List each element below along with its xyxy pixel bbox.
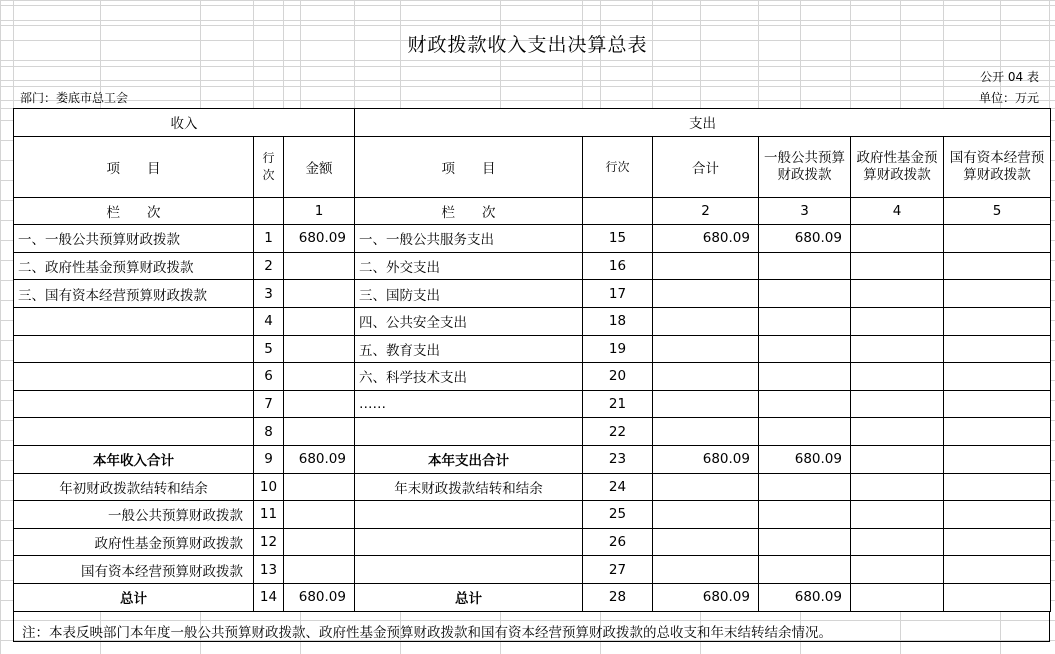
expense-fund-budget [851, 390, 944, 418]
expense-total [653, 390, 759, 418]
table-row [14, 363, 1051, 391]
income-item [14, 390, 254, 418]
income-amount [284, 363, 355, 391]
general-budget-header: 一般公共预算财政拨款 [759, 136, 851, 197]
expense-item: 年末财政拨款结转和结余 [355, 473, 583, 501]
table-row [14, 583, 1051, 611]
table-row [14, 335, 1051, 363]
col-number-5: 5 [944, 197, 1051, 225]
income-amount [284, 501, 355, 529]
income-line-no: 5 [254, 335, 284, 363]
expense-state-capital [944, 335, 1051, 363]
expense-line-no: 26 [583, 528, 653, 556]
expense-fund-budget [851, 528, 944, 556]
income-item: 国有资本经营预算财政拨款 [14, 556, 254, 584]
expense-total [653, 418, 759, 446]
table-row [14, 556, 1051, 584]
income-amount [284, 280, 355, 308]
expense-line-no: 16 [583, 252, 653, 280]
expense-total [653, 501, 759, 529]
expense-general-budget [759, 418, 851, 446]
expense-general-budget [759, 473, 851, 501]
income-amount [284, 556, 355, 584]
note-border-bottom [13, 641, 1050, 642]
income-item: 二、政府性基金预算财政拨款 [14, 252, 254, 280]
income-item [14, 363, 254, 391]
expense-general-budget [759, 556, 851, 584]
income-item [14, 335, 254, 363]
expense-total [653, 473, 759, 501]
expense-state-capital [944, 225, 1051, 253]
income-amount [284, 307, 355, 335]
expense-item: 二、外交支出 [355, 252, 583, 280]
expense-line-no: 18 [583, 307, 653, 335]
income-line-no: 9 [254, 445, 284, 473]
income-header: 收入 [14, 109, 355, 137]
expense-line-no: 23 [583, 445, 653, 473]
expense-line-no: 22 [583, 418, 653, 446]
section-header-row [14, 109, 1051, 137]
expense-item [355, 501, 583, 529]
expense-item: 五、教育支出 [355, 335, 583, 363]
fund-budget-header: 政府性基金预算财政拨款 [851, 136, 944, 197]
expense-fund-budget [851, 252, 944, 280]
expense-fund-budget [851, 445, 944, 473]
expense-item: 本年支出合计 [355, 445, 583, 473]
amount-header: 金额 [284, 136, 355, 197]
table-row [14, 445, 1051, 473]
expense-item: …… [355, 390, 583, 418]
note-border-right [1049, 611, 1050, 641]
expense-total: 680.09 [653, 583, 759, 611]
item-header-right: 项 目 [355, 136, 583, 197]
expense-state-capital [944, 528, 1051, 556]
income-amount [284, 528, 355, 556]
expense-total: 680.09 [653, 225, 759, 253]
empty-cell [583, 197, 653, 225]
col-number-2: 2 [653, 197, 759, 225]
sheet-number: 公开 04 表 [980, 70, 1039, 84]
department-label: 部门：娄底市总工会 [20, 91, 129, 105]
total-header: 合计 [653, 136, 759, 197]
income-amount [284, 252, 355, 280]
expense-state-capital [944, 473, 1051, 501]
income-line-no: 2 [254, 252, 284, 280]
empty-cell [254, 197, 284, 225]
expense-item [355, 418, 583, 446]
table-row [14, 225, 1051, 253]
table-row [14, 418, 1051, 446]
expense-item: 四、公共安全支出 [355, 307, 583, 335]
table-row [14, 252, 1051, 280]
expense-item: 六、科学技术支出 [355, 363, 583, 391]
expense-line-no: 28 [583, 583, 653, 611]
item-header-left: 项 目 [14, 136, 254, 197]
expense-total [653, 363, 759, 391]
note-border-left [13, 611, 14, 641]
expense-general-budget [759, 252, 851, 280]
income-item [14, 418, 254, 446]
expense-general-budget [759, 335, 851, 363]
income-amount: 680.09 [284, 583, 355, 611]
expense-state-capital [944, 501, 1051, 529]
expense-general-budget: 680.09 [759, 225, 851, 253]
expense-line-no: 19 [583, 335, 653, 363]
expense-total [653, 528, 759, 556]
income-line-no: 8 [254, 418, 284, 446]
income-item: 一般公共预算财政拨款 [14, 501, 254, 529]
expense-general-budget: 680.09 [759, 445, 851, 473]
expense-total [653, 252, 759, 280]
income-amount [284, 335, 355, 363]
income-line-no: 7 [254, 390, 284, 418]
expense-state-capital [944, 363, 1051, 391]
lanci-left: 栏 次 [14, 197, 254, 225]
expense-state-capital [944, 390, 1051, 418]
expense-total [653, 556, 759, 584]
income-line-no: 10 [254, 473, 284, 501]
expense-item: 一、一般公共服务支出 [355, 225, 583, 253]
income-line-no: 11 [254, 501, 284, 529]
expense-total: 680.09 [653, 445, 759, 473]
income-line-no: 12 [254, 528, 284, 556]
expense-fund-budget [851, 501, 944, 529]
income-line-no: 14 [254, 583, 284, 611]
expense-item [355, 556, 583, 584]
lanci-right: 栏 次 [355, 197, 583, 225]
income-line-no: 3 [254, 280, 284, 308]
expense-total [653, 307, 759, 335]
table-row [14, 528, 1051, 556]
expense-fund-budget [851, 225, 944, 253]
expense-item [355, 528, 583, 556]
expense-state-capital [944, 556, 1051, 584]
expense-line-no: 15 [583, 225, 653, 253]
expense-header: 支出 [355, 109, 1051, 137]
income-item: 三、国有资本经营预算财政拨款 [14, 280, 254, 308]
column-header-row [14, 136, 1051, 197]
table-row [14, 501, 1051, 529]
col-number-4: 4 [851, 197, 944, 225]
table-row [14, 390, 1051, 418]
income-item: 一、一般公共预算财政拨款 [14, 225, 254, 253]
expense-line-no: 17 [583, 280, 653, 308]
expense-general-budget [759, 280, 851, 308]
unit-label: 单位：万元 [978, 91, 1039, 105]
expense-general-budget [759, 363, 851, 391]
expense-fund-budget [851, 307, 944, 335]
table-body [14, 225, 1051, 611]
col-number-1: 1 [284, 197, 355, 225]
expense-fund-budget [851, 363, 944, 391]
expense-fund-budget [851, 556, 944, 584]
income-line-no: 1 [254, 225, 284, 253]
income-amount [284, 473, 355, 501]
line-no-header-left: 行 次 [254, 136, 284, 197]
expense-fund-budget [851, 335, 944, 363]
expense-general-budget [759, 528, 851, 556]
income-line-no: 4 [254, 307, 284, 335]
expense-line-no: 20 [583, 363, 653, 391]
line-no-header-right: 行次 [583, 136, 653, 197]
expense-line-no: 25 [583, 501, 653, 529]
expense-general-budget [759, 501, 851, 529]
expense-state-capital [944, 252, 1051, 280]
expense-state-capital [944, 280, 1051, 308]
report-title: 财政拨款收入支出决算总表 [407, 34, 648, 56]
column-number-row [14, 197, 1051, 225]
budget-table [13, 108, 1051, 612]
expense-general-budget: 680.09 [759, 583, 851, 611]
income-item: 本年收入合计 [14, 445, 254, 473]
table-row [14, 473, 1051, 501]
expense-general-budget [759, 307, 851, 335]
table-row [14, 307, 1051, 335]
expense-state-capital [944, 418, 1051, 446]
income-amount [284, 390, 355, 418]
table-row [14, 280, 1051, 308]
expense-line-no: 27 [583, 556, 653, 584]
expense-general-budget [759, 390, 851, 418]
income-amount: 680.09 [284, 445, 355, 473]
expense-fund-budget [851, 418, 944, 446]
expense-line-no: 24 [583, 473, 653, 501]
expense-fund-budget [851, 583, 944, 611]
income-line-no: 13 [254, 556, 284, 584]
income-item [14, 307, 254, 335]
income-line-no: 6 [254, 363, 284, 391]
income-item: 总计 [14, 583, 254, 611]
income-amount [284, 418, 355, 446]
expense-state-capital [944, 583, 1051, 611]
expense-fund-budget [851, 280, 944, 308]
col-number-3: 3 [759, 197, 851, 225]
expense-line-no: 21 [583, 390, 653, 418]
footnote: 注：本表反映部门本年度一般公共预算财政拨款、政府性基金预算财政拨款和国有资本经营预算财政拨款的总收支和年末结转结余情况。 [22, 625, 832, 641]
expense-fund-budget [851, 473, 944, 501]
income-item: 政府性基金预算财政拨款 [14, 528, 254, 556]
expense-state-capital [944, 307, 1051, 335]
expense-total [653, 335, 759, 363]
expense-total [653, 280, 759, 308]
income-amount: 680.09 [284, 225, 355, 253]
expense-item: 总计 [355, 583, 583, 611]
expense-state-capital [944, 445, 1051, 473]
expense-item: 三、国防支出 [355, 280, 583, 308]
income-item: 年初财政拨款结转和结余 [14, 473, 254, 501]
state-capital-header: 国有资本经营预算财政拨款 [944, 136, 1051, 197]
